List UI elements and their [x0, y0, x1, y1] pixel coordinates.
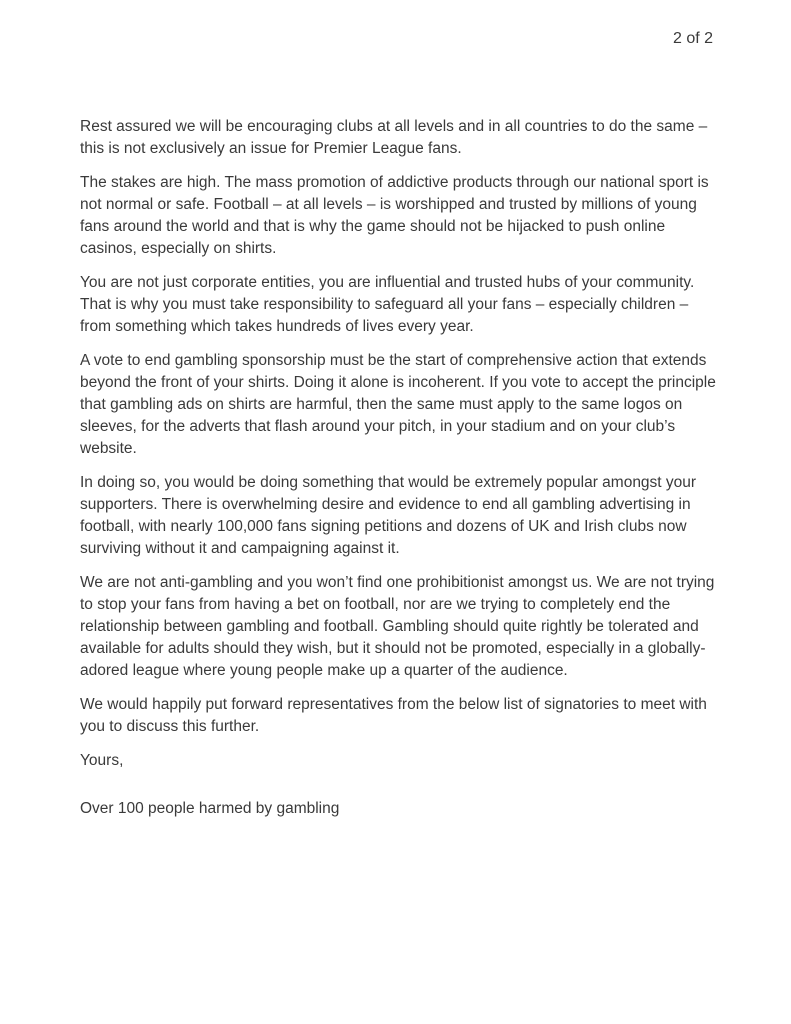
- page-number: 2 of 2: [672, 30, 713, 47]
- paragraph-not-anti-gambling: We are not anti-gambling and you won’t find one prohibitionist amongst us. We are not trying to stop your fans from having a bet on football, nor are we trying to completely end the relationship between gambling and football. Gambling should quite rightly be tolerated and available for adults should they wish, but it should not be promoted, especially in a globally-adored league where young people make up a quarter of the audience.: [80, 574, 715, 679]
- closing-salutation: Yours,: [80, 752, 124, 769]
- paragraph-corporate-entities: You are not just corporate entities, you are influential and trusted hubs of your community. That is why you must take responsibility to safeguard all your fans – especially children – from something which takes hundreds of lives every year.: [80, 274, 695, 335]
- paragraph-stakes-high: The stakes are high. The mass promotion of addictive products through our national sport is not normal or safe. Football – at all levels – is worshipped and trusted by millions of young fans around the world and that is why the game should not be hijacked to push online casinos, especially on shirts.: [80, 174, 709, 257]
- signature: Over 100 people harmed by gambling: [80, 800, 340, 817]
- paragraph-clubs-all-levels: Rest assured we will be encouraging clubs at all levels and in all countries to do the same – this is not exclusively an issue for Premier League fans.: [80, 118, 708, 157]
- paragraph-vote-end-sponsorship: A vote to end gambling sponsorship must be the start of comprehensive action that extends beyond the front of your shirts. Doing it alone is incoherent. If you vote to accept the principle that gambling ads on shirts are harmful, then the same must apply to the same logos on sleeves, for the adverts that flash around your pitch, in your stadium and on your club’s website.: [80, 352, 716, 457]
- paragraph-representatives: We would happily put forward representatives from the below list of signatories to meet with you to discuss this further.: [80, 696, 707, 735]
- paragraph-popular-amongst-supporters: In doing so, you would be doing something that would be extremely popular amongst your supporters. There is overwhelming desire and evidence to end all gambling advertising in football, with nearly 100,000 fans signing petitions and dozens of UK and Irish clubs now surviving without it and campaigning against it.: [80, 474, 697, 557]
- letter-body: [80, 116, 720, 820]
